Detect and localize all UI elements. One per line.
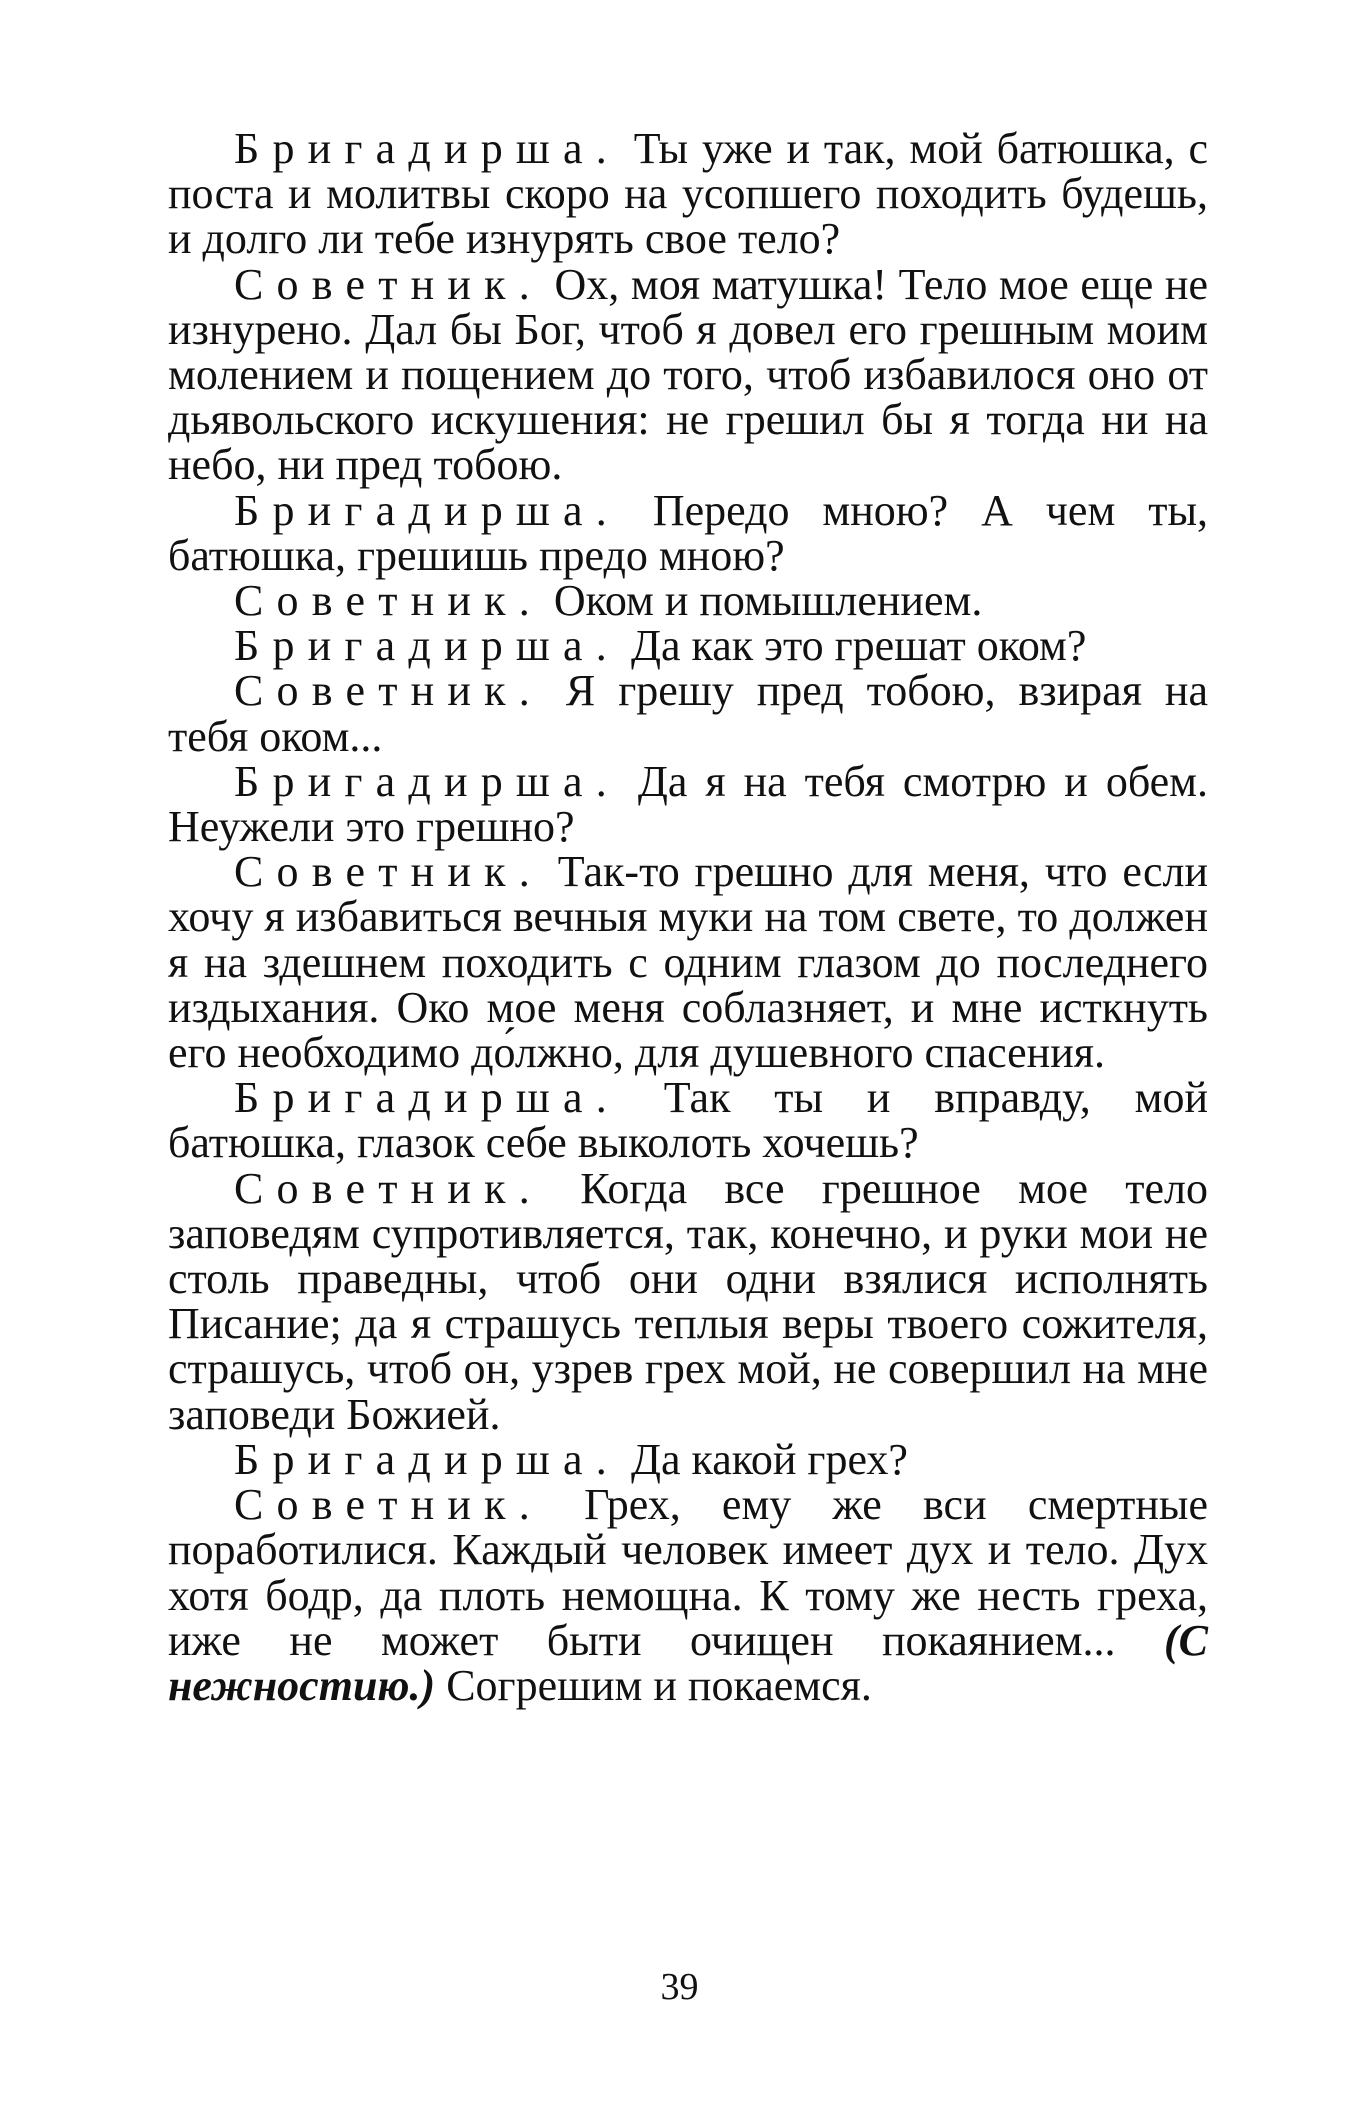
dialogue-text: Так-то грешно для меня, что если хочу я избавиться вечныя муки на том свете, то должен я на здешнем походить с одним глазом до последнего издыхания. Око мое меня соблазняет, и мне исткнуть его необходимо до́лжно, для душевного спасения. (168, 847, 1209, 1078)
dialogue-paragraph (168, 847, 1209, 1078)
dialogue-paragraph (168, 259, 1208, 490)
speaker-name: Бригадирша. (234, 485, 620, 535)
dialogue-paragraph (168, 576, 1208, 626)
dialogue-paragraph (168, 621, 1208, 671)
dialogue-text: Оком и помышлением. (553, 576, 983, 626)
speaker-name: Бригадирша. (234, 756, 620, 806)
dialogue-paragraph (168, 666, 1209, 761)
dialogue-text-continued: Согрешим и покаемся. (446, 1660, 872, 1710)
speaker-name: Бригадирша. (234, 1434, 620, 1484)
speaker-name: Бригадирша. (234, 124, 620, 173)
speaker-name: Советник. (234, 847, 543, 897)
dialogue-paragraph (168, 1163, 1208, 1439)
dialogue-paragraph (168, 1482, 1208, 1708)
page-number: 39 (660, 1966, 699, 2008)
dialogue-paragraph (168, 485, 1209, 580)
dialogue-paragraph (168, 126, 1208, 262)
speaker-name: Советник. (234, 259, 543, 309)
page-body (168, 126, 1208, 1708)
dialogue-paragraph (168, 1434, 1208, 1484)
dialogue-text: Я грешу пред тобою, взирая на тебя оком... (168, 666, 1209, 761)
dialogue-text: Да как это грешат оком? (630, 621, 1087, 671)
stage-direction: (С нежностию.) (168, 1615, 1208, 1710)
speaker-name: Советник. (234, 576, 543, 626)
dialogue-paragraph (168, 1073, 1208, 1168)
dialogue-text: Передо мною? А чем ты, батюшка, грешишь предо мною? (168, 485, 1209, 580)
dialogue-text: Ох, моя матушка! Тело мое еще не изнурено. Дал бы Бог, чтоб я довел его грешным моим молением и пощением до того, чтоб избавилося оно от дьявольского искушения: не грешил бы я тогда ни на небо, ни пред тобою. (168, 259, 1208, 490)
dialogue-text: Да я на тебя смотрю и обем. Неужели это грешно? (168, 756, 1208, 852)
dialogue-paragraph (168, 756, 1208, 852)
dialogue-text: Так ты и вправду, мой батюшка, глазок себе выколоть хочешь? (168, 1073, 1208, 1168)
speaker-name: Бригадирша. (234, 1073, 620, 1123)
speaker-name: Советник. (234, 1163, 543, 1213)
dialogue-text: Ты уже и так, мой батюшка, с поста и молитвы скоро на усопшего походить будешь, и долго ли тебе изнурять свое тело? (168, 124, 1208, 264)
speaker-name: Советник. (234, 666, 543, 716)
dialogue-text: Когда все грешное мое тело заповедям супротивляется, так, конечно, и руки мои не столь праведны, чтоб они одни взялися исполнять Писание; да я страшусь теплыя веры твоего сожителя, страшусь, чтоб он, узрев грех мой, не совершил на мне заповеди Божией. (168, 1163, 1208, 1439)
dialogue-text: Да какой грех? (630, 1434, 908, 1484)
speaker-name: Бригадирша. (234, 621, 620, 671)
dialogue-text: Грех, ему же вси смертные поработилися. Каждый человек имеет дух и тело. Дух хотя бодр, да плоть немощна. К тому же несть греха, иже не может быти очищен покаянием... (168, 1480, 1209, 1665)
speaker-name: Советник. (234, 1480, 543, 1530)
